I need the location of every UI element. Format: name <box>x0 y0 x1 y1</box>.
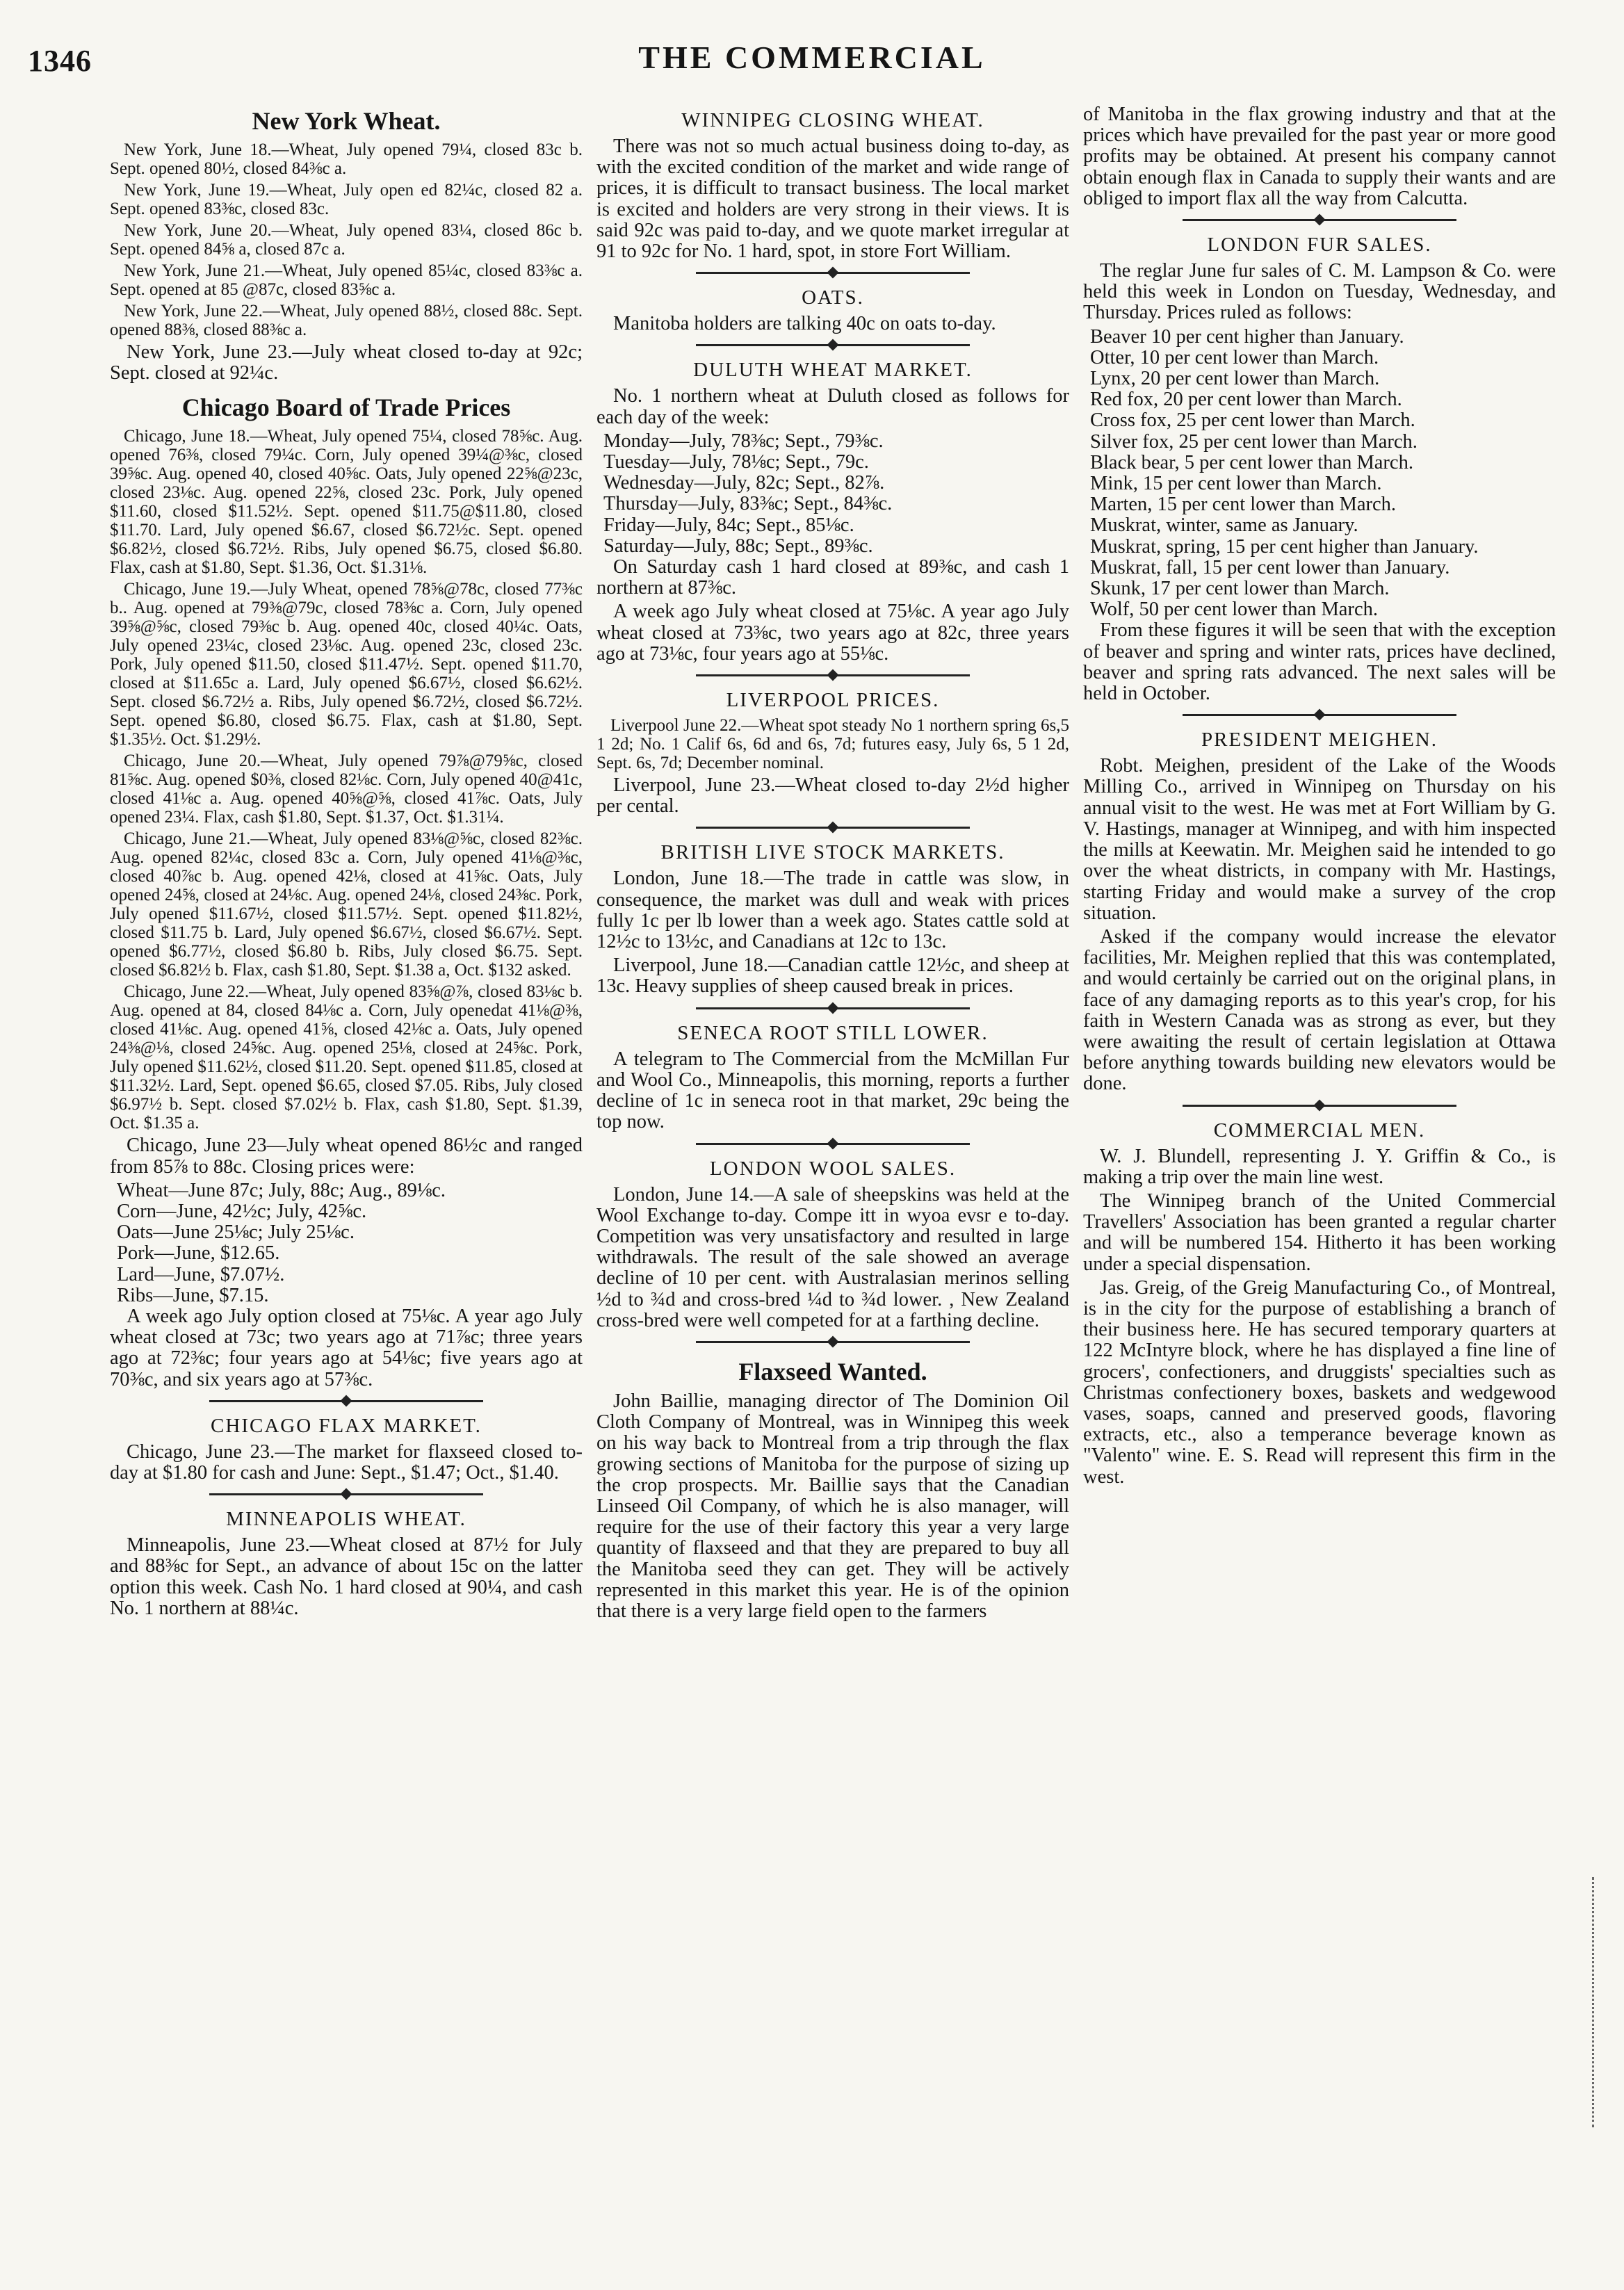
meighen-elevators: Asked if the company would increase the elevator facilities, Mr. Meighen replied that this was contemplated, and would certainly be carried out on the original plans, in face of any damaging reports as to this year's crop, for his faith in Western Canada was as strong as ever, but they were awaiting the result of certain legislation at Ottawa before anything towards building new elevators would be done. <box>1083 925 1556 1095</box>
flaxseed-text: John Baillie, managing director of The Dominion Oil Cloth Company of Montreal, was in Winnipeg this week on his way back to Montreal from a trip through the flax growing sections of Manitoba for the purpose of sizing up the crop prospects. Mr. Baillie says that the Canadian Linseed Oil Company, of which he is also manager, will require for the use of their factory this year a very large quantity of flaxseed and that they are prepared to buy all the Manitoba seed they can get. They will be actively represented in this market this year. He is of the opinion that there is a very large field open to the farmers <box>596 1390 1069 1622</box>
fur-price-line: Red fox, 20 per cent lower than March. <box>1090 389 1402 411</box>
fur-price-line: Muskrat, spring, 15 per cent higher than January. <box>1090 535 1479 558</box>
commercial-men-item: Jas. Greig, of the Greig Manufacturing Co., of Montreal, is in the city for the purpose of establishing a branch of their business here. He has secured temporary quarters at 122 McIntyre block, where he has displayed a fine line of grocers', confectioners, and druggists' specialties such as Christmas confectionery boxes, baskets and wedgewood vases, soaps, canned and preserved goods, flavoring extracts, etc., also a temperance beverage known as "Valento" wine. E. S. Read will represent this firm in the west. <box>1083 1276 1556 1488</box>
section-divider <box>696 1137 970 1150</box>
section-divider <box>696 669 970 681</box>
report-paragraph: New York, June 21.—Wheat, July opened 85¼c, closed 83⅜c a. Sept. opened at 85 @87c, closed 83⅝c a. <box>110 261 583 299</box>
duluth-day-line: Thursday—July, 83⅜c; Sept., 84⅜c. <box>603 493 893 515</box>
page-edge-mark <box>1592 1877 1597 2127</box>
flaxseed-continued: of Manitoba in the flax growing industry and that at the prices which have prevailed for the past year or more good profits may be obtained. At present his company cannot obtain enough flax in Canada to supply their wants and are obliged to import flax all the way from Calcutta. <box>1083 104 1556 209</box>
fur-price-line: Wolf, 50 per cent lower than March. <box>1090 599 1378 621</box>
ny-wheat-reports <box>110 140 583 339</box>
fur-sales-summary: From these figures it will be seen that with the exception of beaver and spring and winter rats, prices have declined, beaver and spring rats advanced. The next sales will be held in October. <box>1083 619 1556 705</box>
fur-price-line: Black bear, 5 per cent lower than March. <box>1090 451 1413 473</box>
page-number: 1346 <box>28 44 92 78</box>
masthead: THE COMMERCIAL <box>638 40 986 75</box>
closing-price-line: Wheat—June 87c; July, 88c; Aug., 89⅛c. <box>117 1179 446 1201</box>
duluth-intro: No. 1 northern wheat at Duluth closed as follows for each day of the week: <box>596 385 1069 428</box>
section-divider <box>696 339 970 351</box>
closing-price-line: Lard—June, $7.07½. <box>117 1263 285 1285</box>
winnipeg-text: There was not so much actual business doing to-day, as with the excited condition of the market and wide range of prices, it is difficult to transact business. The local market is excited and holders are very strong in their views. It is said 92c was paid to-day, and we quote market irregular at 91 to 92c for No. 1 hard, spot, in store Fort William. <box>596 136 1069 263</box>
seneca-heading: SENECA ROOT STILL LOWER. <box>677 1021 989 1044</box>
fur-price-line: Marten, 15 per cent lower than March. <box>1090 494 1396 516</box>
fur-price-line: Silver fox, 25 per cent lower than March. <box>1090 430 1418 453</box>
section-divider <box>696 1335 970 1348</box>
section-divider <box>1183 708 1456 721</box>
section-divider <box>209 1395 483 1407</box>
section-divider <box>209 1488 483 1500</box>
british-london: London, June 18.—The trade in cattle was slow, in consequence, the market was dull and weak with prices fully 1c per lb lower than a week ago. States cattle sold at 12½c to 13½c, and Canadians at 12c to 13c. <box>596 868 1069 953</box>
fur-price-line: Skunk, 17 per cent lower than March. <box>1090 578 1390 600</box>
report-paragraph: Chicago, June 19.—July Wheat, opened 78⅝@78c, closed 77⅜c b.. Aug. opened at 79⅜@79c, closed 78⅜c a. Corn, July opened 39⅝@⅝c, closed 79⅜c b. Aug. opened 40c, closed 40¼c. Oats, July opened 23¼c, closed 23⅛c. Aug. opened 23c, closed 23c. Pork, July opened $11.50, closed $11.47½. Sept. opened $11.70, closed at $11.65c a. Lard, July opened $6.67½, closed $6.62½. Sept. closed $6.72½ a. Ribs, July opened $6.72½, closed $6.72½. Sept. opened $6.80, closed $6.75. Flax, cash at $1.80, Sept. $1.35½. Oct. $1.29½. <box>110 580 583 749</box>
section-divider <box>696 266 970 279</box>
report-paragraph: Chicago, June 22.—Wheat, July opened 83⅝@⅞, closed 83⅛c b. Aug. opened at 84, closed 84⅛c a. Corn, July openedat 41⅛@⅜, closed 41⅛c. Aug. opened 41⅝, closed 42⅛c a. Oats, July opened 24⅜@⅛, closed 24⅝c. Aug. opened 25⅛, closed at 24⅝c. Pork, July opened $11.62½, closed $11.20. Sept. opened $11.85, closed at $11.32½. Lard, Sept. opened $6.65, closed $7.05. Ribs, July closed $6.97½ b. Sept. closed $7.02½ b. Flax, cash $1.80, Sept. $1.39, Oct. $1.35 a. <box>110 982 583 1133</box>
minneapolis-heading: MINNEAPOLIS WHEAT. <box>226 1508 466 1531</box>
commercial-men-item: The Winnipeg branch of the United Commercial Travellers' Association has been granted a regular charter and will be numbered 154. Hitherto it has been working under a special dispensation. <box>1083 1189 1556 1275</box>
meighen-heading: PRESIDENT MEIGHEN. <box>1201 729 1438 752</box>
british-liverpool: Liverpool, June 18.—Canadian cattle 12½c, and sheep at 13c. Heavy supplies of sheep caused break in prices. <box>596 955 1069 998</box>
section-divider <box>696 821 970 834</box>
ny-wheat-latest: New York, June 23.—July wheat closed to-day at 92c; Sept. closed at 92¼c. <box>110 341 583 384</box>
report-paragraph: Chicago, June 18.—Wheat, July opened 75¼, closed 78⅝c. Aug. opened 76⅜, closed 79¼c. Corn, July opened 39¼@⅜c, closed 39⅝c. Aug. opened 40, closed 40⅝c. Oats, July opened 22⅝@23c, closed 23⅛c. Aug. opened 22⅝, closed 23c. Pork, July opened $11.60, closed $11.52½. Sept. opened $11.75@$11.80, closed $11.70. Lard, July opened $6.67, closed $6.72½c. Sept. opened $6.82½, closed $6.72½. Ribs, July opened $6.75, closed $6.80. Flax, cash at $1.80, Sept. $1.36, Oct. $1.31⅛. <box>110 427 583 578</box>
seneca-text: A telegram to The Commercial from the McMillan Fur and Wool Co., Minneapolis, this morning, reports a further decline of 1c in seneca root in that market, 29c being the top now. <box>596 1048 1069 1133</box>
duluth-day-line: Friday—July, 84c; Sept., 85⅛c. <box>603 514 854 536</box>
chicago-heading: Chicago Board of Trade Prices <box>181 393 511 422</box>
closing-price-line: Pork—June, $12.65. <box>117 1242 280 1265</box>
report-paragraph: Chicago, June 20.—Wheat, July opened 79⅞@79⅝c, closed 81⅝c. Aug. opened $0⅜, closed 82⅛c. Corn, July opened 40@41c, closed 41⅛c a. Aug. opened 40⅝@⅝, closed 41⅞c. Oats, July opened 23¼. Flax, cash $1.80, Sept. $1.37, Oct. $1.31¼. <box>110 752 583 827</box>
fur-sales-heading: LONDON FUR SALES. <box>1207 234 1432 257</box>
liverpool-heading: LIVERPOOL PRICES. <box>726 689 940 712</box>
commercial-men-heading: COMMERCIAL MEN. <box>1213 1119 1426 1142</box>
closing-price-line: Corn—June, 42½c; July, 42⅝c. <box>117 1201 367 1223</box>
meighen-visit: Robt. Meighen, president of the Lake of the Woods Milling Co., arrived in Winnipeg on Thursday on his annual visit to the west. He was met at Fort William by G. V. Hastings, manager at Winnipeg, and with him inspected the mills at Keewatin. Mr. Meighen said he intended to go over the wheat districts, in company with Mr. Hastings, starting Friday and would make a survey of the crop situation. <box>1083 755 1556 924</box>
section-divider <box>1183 1099 1456 1112</box>
wool-sales-heading: LONDON WOOL SALES. <box>709 1157 957 1180</box>
british-livestock-heading: BRITISH LIVE STOCK MARKETS. <box>660 841 1005 864</box>
fur-price-line: Beaver 10 per cent higher than January. <box>1090 325 1404 348</box>
section-divider <box>1183 213 1456 226</box>
chicago-comparison: A week ago July option closed at 75⅛c. A year ago July wheat closed at 73c; two years ago at 71⅞c; three years ago at 72⅜c; four years ago at 54⅛c; five years ago at 70⅜c, and six years ago at 57⅜c. <box>110 1306 583 1390</box>
liverpool-close: Liverpool, June 23.—Wheat closed to-day 2½d higher per cental. <box>596 774 1069 818</box>
report-paragraph: Chicago, June 21.—Wheat, July opened 83⅛@⅝c, closed 82⅜c. Aug. opened 82¼c, closed 83c a. Corn, July opened 41⅛@⅜c, closed 40⅞c b. Aug. opened 42⅛, closed at 41⅝c. Oats, July opened 24⅝, closed at 24⅛c. Aug. opened 24⅛, closed 24⅜c. Pork, July opened $11.67½, closed $11.57½. Sept. opened $11.82½, closed $11.75 b. Lard, July opened $6.67½, closed $6.67½. Sept. opened $6.77½, closed $6.80 b. Ribs, July closed $6.75. Sept. closed $6.82½ b. Flax, cash $1.80, Sept. $1.38 a, Oct. $132 asked. <box>110 829 583 980</box>
fur-price-line: Cross fox, 25 per cent lower than March. <box>1090 409 1415 432</box>
oats-text: Manitoba holders are talking 40c on oats to-day. <box>613 313 996 335</box>
wool-sales-text: London, June 14.—A sale of sheepskins was held at the Wool Exchange to-day. Compe itt in wyoa evsr e to-day. Competition was very unsatisfactory and resulted in large withdrawals. The result of the sale showed an average decline of 10 per cent. with Australasian merinos selling ½d to ¾d and cross-bred ¼d to ¾d lower. , New Zealand cross-bred were well competed for at a farthing decline. <box>596 1183 1069 1331</box>
closing-price-line: Oats—June 25⅛c; July 25⅛c. <box>117 1221 355 1244</box>
flax-market-text: Chicago, June 23.—The market for flaxseed closed to-day at $1.80 for cash and June: Sept., $1.47; Oct., $1.40. <box>110 1440 583 1484</box>
duluth-comparison: A week ago July wheat closed at 75⅛c. A year ago July wheat closed at 73⅜c, two years ago at 82c, three years ago at 73⅛c, four years ago at 55⅛c. <box>596 601 1069 665</box>
duluth-saturday: On Saturday cash 1 hard closed at 89⅜c, and cash 1 northern at 87⅜c. <box>596 556 1069 599</box>
fur-sales-intro: The reglar June fur sales of C. M. Lampson & Co. were held this week in London on Tuesday, Wednesday, and Thursday. Prices ruled as follows: <box>1083 260 1556 324</box>
fur-price-line: Otter, 10 per cent lower than March. <box>1090 346 1379 368</box>
duluth-day-line: Wednesday—July, 82c; Sept., 82⅞. <box>603 472 885 494</box>
liverpool-spot: Liverpool June 22.—Wheat spot steady No 1 northern spring 6s,5 1 2d; No. 1 Calif 6s, 6d and 6s, 7d; futures easy, July 6s, 5 1 2d, Sept. 6s, 7d; December nominal. <box>596 716 1069 773</box>
fur-price-line: Muskrat, fall, 15 per cent lower than January. <box>1090 556 1450 578</box>
chicago-reports <box>110 427 583 1132</box>
duluth-day-line: Saturday—July, 88c; Sept., 89⅜c. <box>603 535 873 557</box>
report-paragraph: New York, June 18.—Wheat, July opened 79¼, closed 83c b. Sept. opened 80½, closed 84⅜c a. <box>110 140 583 178</box>
flax-market-heading: CHICAGO FLAX MARKET. <box>211 1414 482 1437</box>
fur-price-line: Mink, 15 per cent lower than March. <box>1090 473 1382 495</box>
duluth-day-line: Tuesday—July, 78⅛c; Sept., 79c. <box>603 451 869 473</box>
chicago-june23: Chicago, June 23—July wheat opened 86½c and ranged from 85⅞ to 88c. Closing prices were: <box>110 1135 583 1178</box>
duluth-heading: DULUTH WHEAT MARKET. <box>693 359 973 382</box>
report-paragraph: New York, June 22.—Wheat, July opened 88½, closed 88c. Sept. opened 88⅜, closed 88⅜c a. <box>110 302 583 339</box>
flaxseed-heading: Flaxseed Wanted. <box>738 1357 927 1386</box>
winnipeg-heading: WINNIPEG CLOSING WHEAT. <box>681 109 984 131</box>
column-2 <box>596 104 1069 2266</box>
fur-price-line: Lynx, 20 per cent lower than March. <box>1090 368 1380 390</box>
column-1 <box>110 104 583 2266</box>
minneapolis-text: Minneapolis, June 23.—Wheat closed at 87½ for July and 88⅜c for Sept., an advance of about 15c on the latter option this week. Cash No. 1 hard closed at 90¼, and cash No. 1 northern at 88¼c. <box>110 1534 583 1619</box>
report-paragraph: New York, June 20.—Wheat, July opened 83¼, closed 86c b. Sept. opened 84⅝ a, closed 87c a. <box>110 221 583 259</box>
oats-heading: OATS. <box>802 286 864 309</box>
duluth-day-line: Monday—July, 78⅜c; Sept., 79⅜c. <box>603 430 884 452</box>
ny-wheat-heading: New York Wheat. <box>252 107 441 135</box>
section-divider <box>696 1002 970 1014</box>
column-3 <box>1083 104 1556 2266</box>
commercial-men-item: W. J. Blundell, representing J. Y. Griffin & Co., is making a trip over the main line west. <box>1083 1145 1556 1188</box>
report-paragraph: New York, June 19.—Wheat, July open ed 82¼c, closed 82 a. Sept. opened 83⅜c, closed 83c. <box>110 181 583 218</box>
closing-price-line: Ribs—June, $7.15. <box>117 1284 269 1306</box>
fur-price-line: Muskrat, winter, same as January. <box>1090 514 1358 537</box>
